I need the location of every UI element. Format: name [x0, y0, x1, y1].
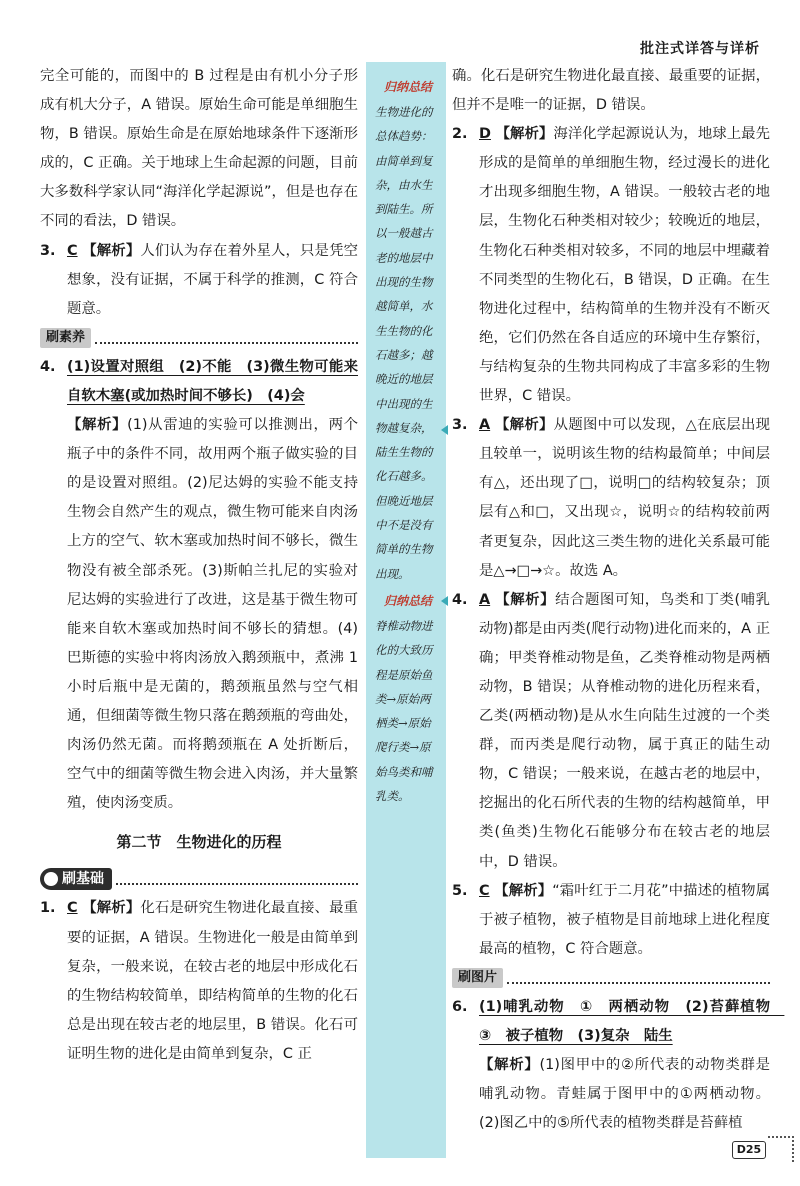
question-number: 4.	[452, 591, 468, 608]
analysis-label: 【解析】	[495, 591, 556, 608]
question-number: 6.	[452, 998, 468, 1015]
answer-line: (1)设置对照组 (2)不能 (3)微生物可能来自软木塞(或加热时间不够长) (4)会	[67, 358, 358, 404]
answer-letter: C	[67, 242, 78, 259]
analysis-text: (1)从雷迪的实验可以推测出，两个瓶子中的条件不同，故用两个瓶子做实验的目的是设置对照组。(2)尼达姆的实验不能支持生物会自然产生的观点，微生物可能来自肉汤上方的空气、软木塞或加热时间不够长，微生物没有被全部杀死。(3)斯帕兰扎尼的实验对尼达姆的实验进行了改进，这是基于微生物可能来自软木塞或加热时间不够长的猜想。(4)巴斯德的实验中将肉汤放入鹅颈瓶中，煮沸 1 小时后瓶中是无菌的，鹅颈瓶虽然与空气相通，但细菌等微生物只落在鹅颈瓶的弯曲处，肉汤仍然无菌。而将鹅颈瓶在 A 处折断后，空气中的细菌等微生物会进入肉汤，并大量繁殖，使肉汤变质。	[67, 417, 358, 812]
question-4-answer	[452, 586, 770, 877]
question-1-answer	[40, 894, 358, 1069]
right-column	[452, 62, 785, 1138]
analysis-label: 【解析】	[494, 882, 553, 899]
pointer-arrow-icon	[441, 596, 448, 606]
summary-title: 归纳总结	[383, 80, 432, 94]
question-number: 3.	[452, 417, 468, 434]
question-2-answer	[452, 120, 770, 411]
analysis-label: 【解析】	[495, 126, 554, 143]
band-label: 刷图片	[452, 968, 503, 988]
answer-letter: D	[479, 126, 491, 143]
question-number: 2.	[452, 126, 468, 143]
analysis-label: 【解析】	[67, 417, 128, 434]
question-5-answer	[452, 877, 770, 964]
answer-letter: A	[479, 417, 491, 434]
analysis-label: 【解析】	[479, 1057, 540, 1074]
summary-box-1	[375, 76, 441, 586]
answer-letter: C	[67, 900, 78, 917]
page-header: 批注式详答与详析	[640, 41, 760, 57]
section-band-pictures	[452, 968, 770, 988]
question-number: 4.	[40, 358, 56, 375]
summary-text: 脊椎动物进化的大致历程是原始鱼类→原始两栖类→原始爬行类→原始鸟类和哺乳类。	[375, 619, 433, 804]
analysis-text: 海洋化学起源说认为，地球上最先形成的是简单的单细胞生物，经过漫长的进化才出现多细胞生物，A 错误。一般较古老的地层，生物化石种类相对较少；较晚近的地层，生物化石种类相对较多，不同的地层中埋藏着不同类型的生物化石，B 错误，D 正确。在生物进化过程中，结构简单的生物并没有不断灭绝，它们仍然在各自适应的环境中生存繁衍，与结构复杂的生物共同构成了丰富多彩的生物世界，C 错误。	[479, 126, 770, 405]
band-label: 刷素养	[40, 328, 91, 348]
analysis-text: 化石是研究生物进化最直接、最重要的证据，A 错误。生物进化一般是由简单到复杂，一般来说，在较古老的地层中形成化石的生物结构较简单，即结构简单的生物的化石总是出现在较古老的地层里，B 错误。化石可证明生物的进化是由简单到复杂，C 正	[67, 900, 358, 1062]
analysis-text: (1)图甲中的②所代表的动物类群是哺乳动物。青蛙属于图甲中的①两栖动物。(2)图乙中的⑤所代表的植物类群是苔藓植	[479, 1057, 770, 1132]
section-title: 第二节 生物进化的历程	[116, 833, 282, 852]
pointer-arrow-icon	[441, 425, 448, 435]
left-column	[40, 62, 358, 1069]
continued-paragraph: 完全可能的，而图中的 B 过程是由有机小分子形成有机大分子，A 错误。原始生命可能是单细胞生物，B 错误。原始生命是在原始地球条件下逐渐形成的，C 正确。关于地球上生命起源的问题，目前大多数科学家认同“海洋化学起源说”，但是也存在不同的看法，D 错误。	[40, 68, 358, 230]
answer-letter: A	[479, 591, 491, 608]
continued-paragraph: 确。化石是研究生物进化最直接、最重要的证据，但并不是唯一的证据，D 错误。	[452, 68, 770, 114]
question-3-answer	[452, 411, 770, 586]
analysis-text: “霜叶红于二月花”中描述的植物属于被子植物，被子植物是目前地球上进化程度最高的植物，C 符合题意。	[479, 882, 770, 957]
analysis-label: 【解析】	[495, 417, 554, 434]
question-3-answer	[40, 237, 358, 324]
question-4-answer	[40, 353, 358, 819]
summary-title: 归纳总结	[383, 594, 432, 608]
analysis-label: 【解析】	[82, 242, 141, 259]
analysis-label: 【解析】	[82, 900, 141, 917]
summary-box-2	[375, 590, 441, 808]
dotted-divider	[95, 332, 358, 344]
dotted-divider	[116, 873, 358, 885]
pen-icon	[44, 872, 58, 886]
analysis-text: 结合题图可知，鸟类和丁类(哺乳动物)都是由丙类(爬行动物)进化而来的，A 正确；甲类脊椎动物是鱼，乙类脊椎动物是两栖动物，B 错误；从脊椎动物的进化历程来看，乙类(两栖动物)是从水生向陆生过渡的一个类群，而丙类是爬行动物，属于真正的陆生动物，C 错误；一般来说，在越古老的地层中，挖掘出的化石所代表的生物的结构越简单，甲类(鱼类)生物化石能够分布在较古老的地层中，D 错误。	[479, 591, 770, 870]
section-band-literacy	[40, 328, 358, 348]
question-number: 3.	[40, 242, 56, 259]
dotted-divider	[507, 972, 770, 984]
section-band-basics	[40, 869, 358, 889]
page-number: D25	[732, 1141, 766, 1159]
analysis-text: 从题图中可以发现，△在底层出现且较单一，说明该生物的结构最简单；中间层有△，还出现了□，说明□的结构较复杂；顶层有△和□，又出现☆，说明☆的结构较前两者更复杂，因此这三类生物的进化关系最可能是△→□→☆。故选 A。	[479, 417, 770, 579]
analysis-text: 人们认为存在着外星人，只是凭空想象，没有证据，不属于科学的推测，C 符合题意。	[67, 242, 358, 317]
answer-line: (1)哺乳动物 ① 两栖动物 (2)苔藓植物 ③ 被子植物 (3)复杂 陆生	[479, 998, 785, 1044]
summary-text: 生物进化的总体趋势：由简单到复杂，由水生到陆生。所以一般越古老的地层中出现的生物越简单，水生生物的化石越多；越晚近的地层中出现的生物越复杂，陆生生物的化石越多。但晚近地层中不是没有简单的生物出现。	[375, 105, 433, 581]
question-number: 5.	[452, 882, 468, 899]
corner-dotted-decoration	[768, 1136, 794, 1162]
question-number: 1.	[40, 900, 56, 917]
band-text: 刷基础	[62, 871, 104, 888]
answer-letter: C	[479, 882, 490, 899]
band-label	[40, 868, 112, 890]
question-6-answer	[452, 993, 785, 1138]
